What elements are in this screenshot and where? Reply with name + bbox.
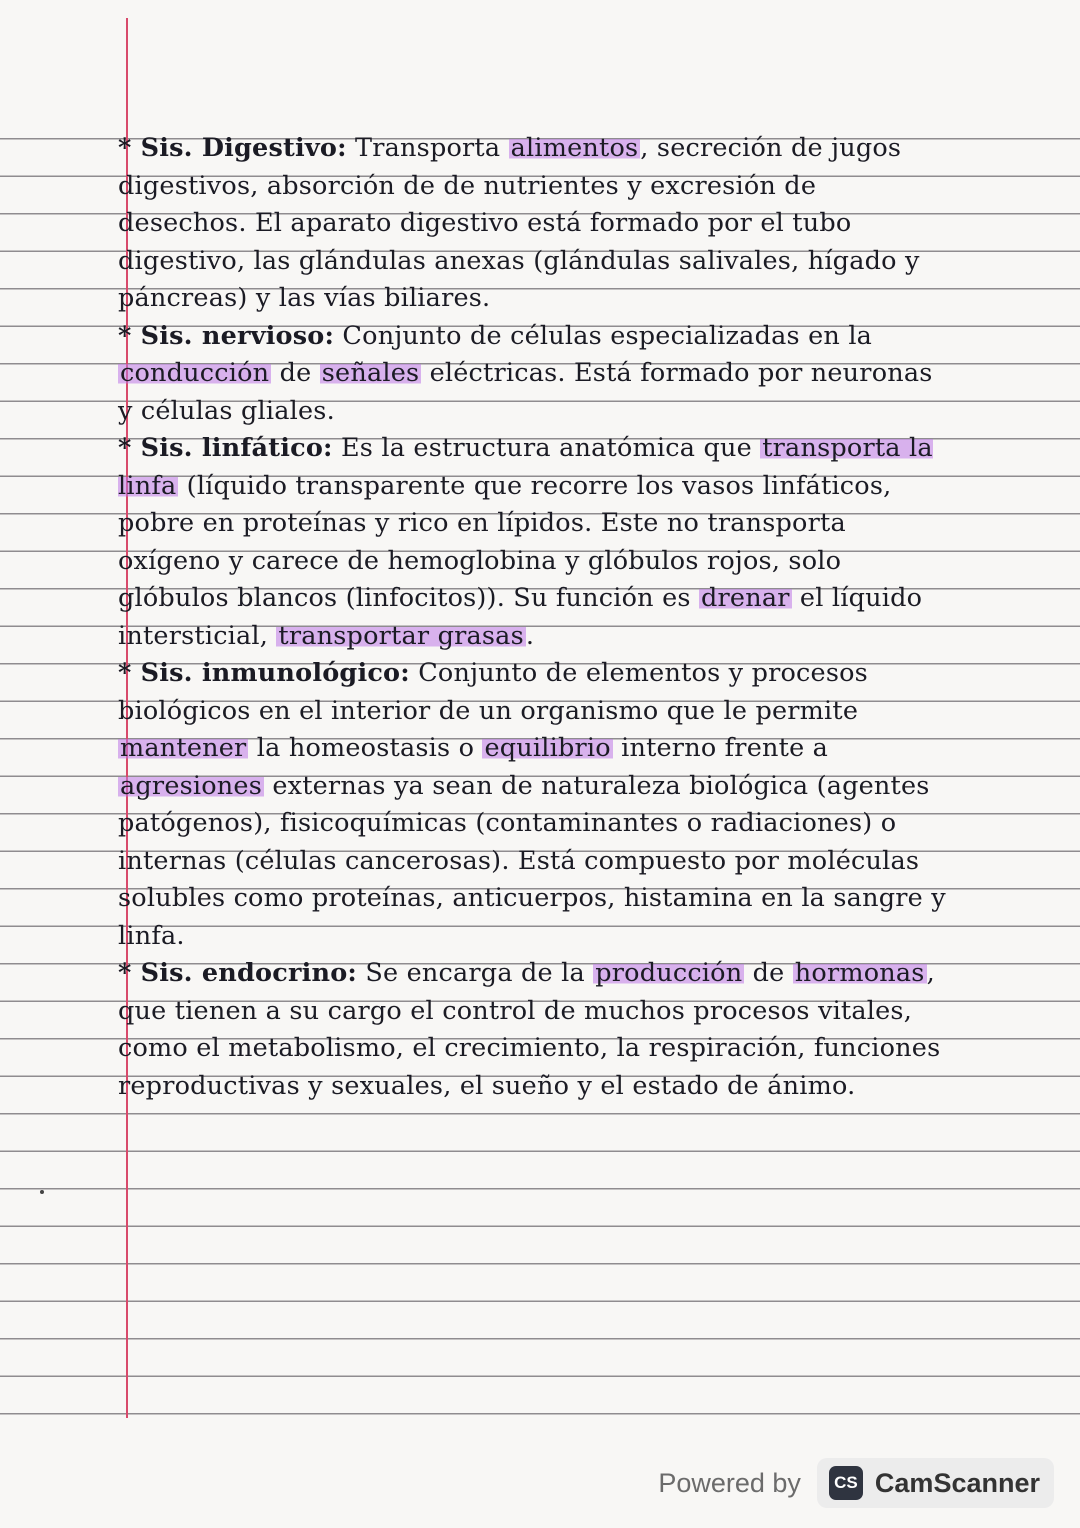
powered-by-text: Powered by (658, 1467, 801, 1498)
note-text: Transporta (346, 133, 509, 163)
scanner-watermark (658, 1455, 1054, 1511)
note-text: , que tienen a su cargo el control de muchos procesos vitales, como el metabolismo, el crecimiento, la respiración, funciones reproductivas y sexuales, el sueño y el estado de ánimo. (118, 958, 941, 1101)
section-heading: * Sis. inmunológico: (118, 658, 410, 688)
note-text: eléctricas. Está formado por neuronas y células gliales. (118, 358, 933, 426)
note-text: , secreción de jugos digestivos, absorción de de nutrientes y excresión de desechos. El aparato digestivo está formado por el tubo digestivo, las glándulas anexas (glándulas salivales, hígado y páncreas) y las vías biliares. (118, 133, 920, 313)
note-section (118, 318, 953, 431)
page-top-margin (0, 0, 1080, 118)
highlighted-text: alimentos (510, 133, 639, 163)
highlighted-text: conducción (120, 358, 270, 388)
note-section (118, 430, 953, 655)
camscanner-brand: CamScanner (874, 1467, 1040, 1498)
note-text: interno frente a (612, 733, 829, 763)
highlighted-text: transporta la linfa (118, 433, 933, 501)
highlighted-text: transportar grasas (278, 620, 524, 651)
camscanner-logo-icon: CS (829, 1466, 863, 1500)
highlighted-text: mantener (120, 733, 247, 763)
highlighted-text: hormonas (794, 958, 925, 988)
section-heading: * Sis. linfático: (118, 433, 333, 463)
note-text: Conjunto de células especializadas en la (334, 320, 873, 351)
note-text: . (525, 620, 535, 651)
note-text: Se encarga de la (357, 958, 594, 988)
note-text: de (271, 358, 320, 388)
note-text: (líquido transparente que recorre los vasos linfáticos, pobre en proteínas y rico en lípidos. Este no transporta oxígeno y carece de hemoglobina y glóbulos rojos, solo glóbulos blancos (linfocitos)). Su función es (118, 470, 892, 613)
note-text: el líquido intersticial, (118, 583, 923, 651)
note-text: la homeostasis o (248, 733, 483, 763)
note-text: externas ya sean de naturaleza biológica (agentes patógenos), fisicoquímicas (contaminantes o radiaciones) o internas (células cancerosas). Está compuesto por moléculas solubles como proteínas, anticuerpos, histamina en la sangre y linfa. (118, 770, 946, 951)
highlighted-text: señales (321, 358, 420, 388)
camscanner-badge (817, 1458, 1054, 1508)
section-heading: * Sis. endocrino: (118, 958, 358, 988)
highlighted-text: producción (595, 958, 743, 988)
highlighted-text: agresiones (120, 770, 263, 801)
highlighted-text: drenar (701, 583, 790, 613)
note-text: Es la estructura anatómica que (332, 433, 761, 463)
highlighted-text: equilibrio (484, 733, 611, 763)
note-text: de (744, 958, 793, 988)
note-section (118, 955, 953, 1105)
handwritten-notes (118, 130, 953, 1105)
stray-dot (40, 1190, 44, 1194)
note-section (118, 655, 953, 955)
section-heading: * Sis. nervioso: (118, 320, 335, 351)
note-section (118, 130, 953, 318)
note-text: Conjunto de elementos y procesos biológicos en el interior de un organismo que le permite (118, 658, 868, 726)
section-heading: * Sis. Digestivo: (118, 133, 347, 163)
